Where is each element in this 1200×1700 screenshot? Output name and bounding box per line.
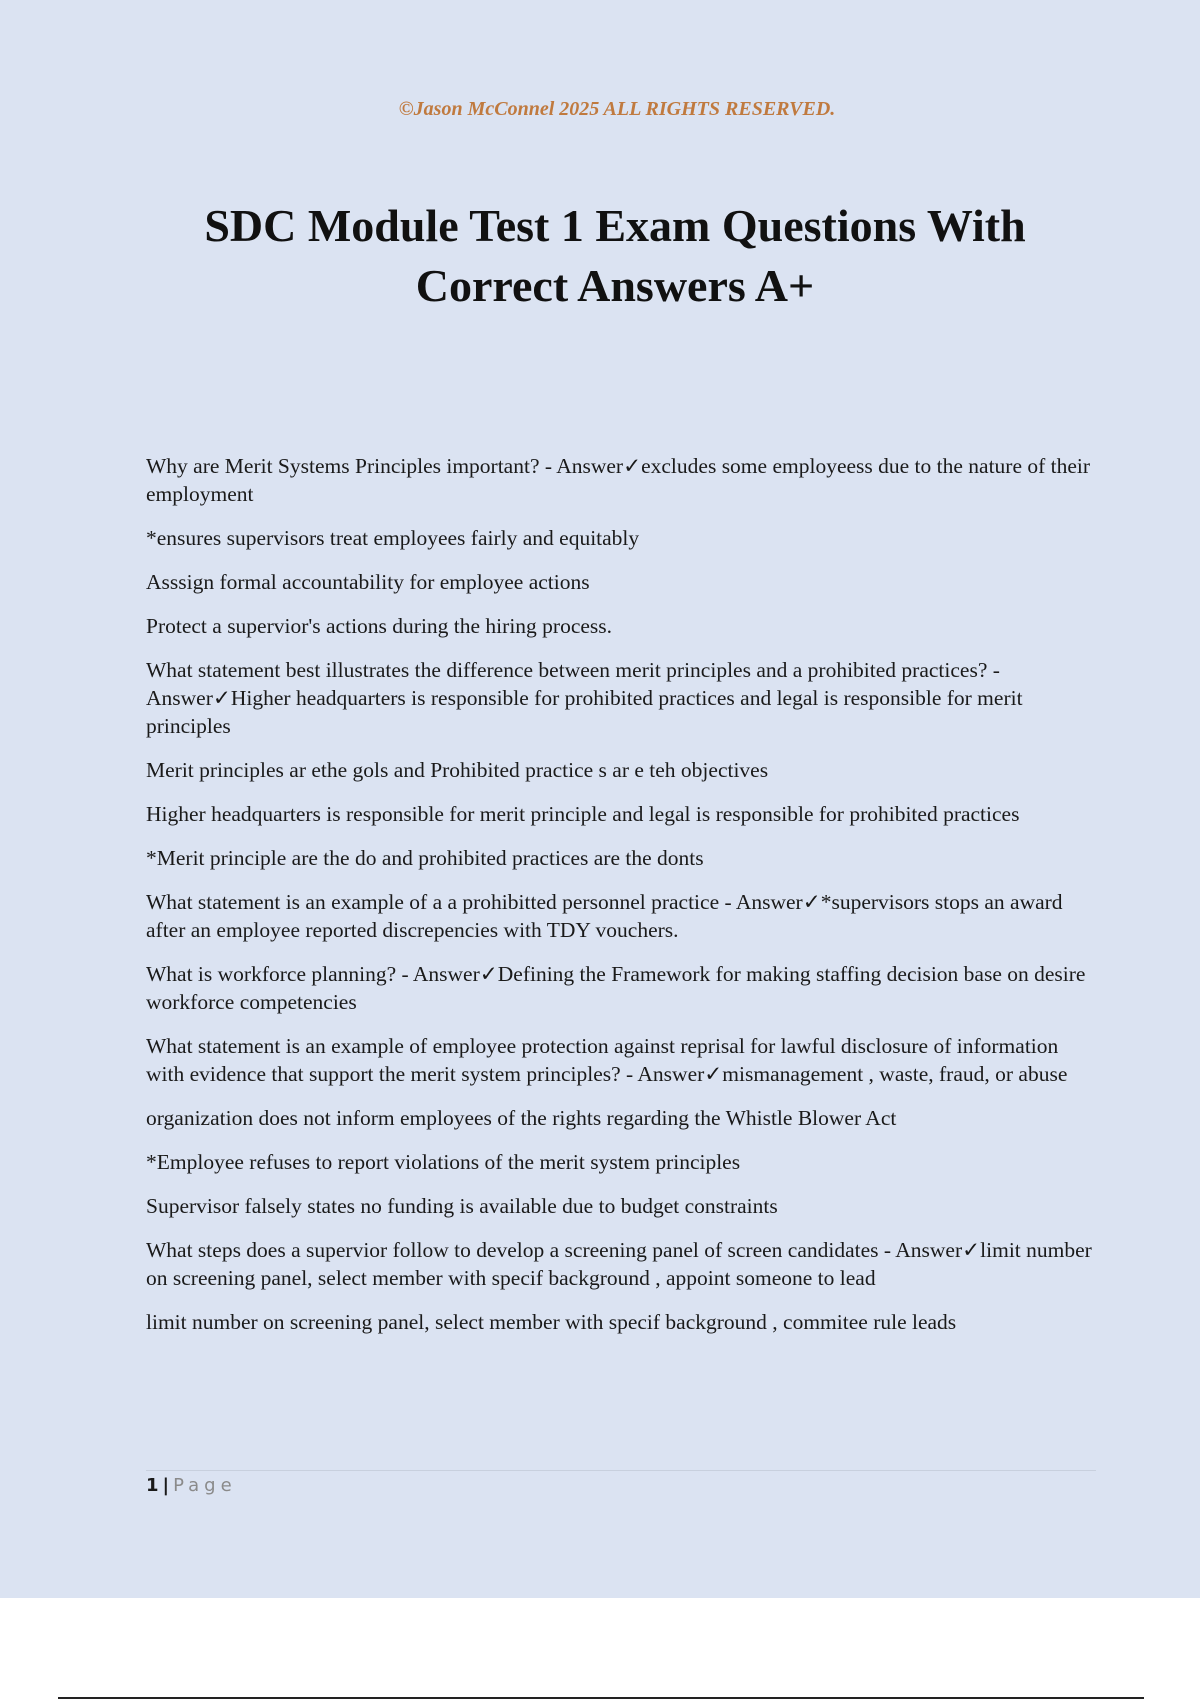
paragraph: *ensures supervisors treat employees fairly and equitably <box>146 526 640 550</box>
paragraph: limit number on screening panel, select member with specif background , commitee rule leads <box>146 1310 957 1334</box>
paragraph: Protect a supervior's actions during the hiring process. <box>146 614 613 638</box>
paragraph: What statement is an example of employee protection against reprisal for lawful disclosure of information with evidence that support the merit system principles? - Answer✓mismanagement , waste, fraud, or abuse <box>146 1034 1068 1086</box>
paragraph: organization does not inform employees of the rights regarding the Whistle Blower Act <box>146 1106 897 1130</box>
title-line-1: SDC Module Test 1 Exam Questions With <box>204 200 1026 251</box>
paragraph: *Merit principle are the do and prohibited practices are the donts <box>146 846 704 870</box>
page-number: 1 <box>146 1475 159 1496</box>
document-body <box>146 452 1096 1352</box>
paragraph: Higher headquarters is responsible for merit principle and legal is responsible for prohibited practices <box>146 802 1020 826</box>
paragraph: What steps does a supervior follow to develop a screening panel of screen candidates - Answer✓limit number on screening panel, select member with specif background , appoint someone to lead <box>146 1238 1092 1290</box>
title-line-2: Correct Answers A+ <box>415 260 815 311</box>
paragraph: What statement is an example of a a prohibitted personnel practice - Answer✓*supervisors stops an award after an employee reported discrepencies with TDY vouchers. <box>146 890 1063 942</box>
paragraph: What statement best illustrates the difference between merit principles and a prohibited practices? - Answer✓Higher headquarters is responsible for prohibited practices and legal is responsible for merit principles <box>146 658 1023 738</box>
paragraph: What is workforce planning? - Answer✓Defining the Framework for making staffing decision base on desire workforce competencies <box>146 962 1086 1014</box>
page-separator: | <box>162 1475 170 1496</box>
paragraph: Supervisor falsely states no funding is available due to budget constraints <box>146 1194 778 1218</box>
paragraph: Merit principles ar ethe gols and Prohibited practice s ar e teh objectives <box>146 758 769 782</box>
footer-divider <box>146 1470 1096 1471</box>
page-label: Page <box>173 1475 237 1496</box>
paragraph: Asssign formal accountability for employee actions <box>146 570 590 594</box>
next-page-rule <box>58 1697 1144 1699</box>
page-footer <box>146 1474 237 1498</box>
paragraph: Why are Merit Systems Principles important? - Answer✓excludes some employeess due to the nature of their employment <box>146 454 1091 506</box>
document-title <box>120 196 1110 316</box>
copyright-notice: ©Jason McConnel 2025 ALL RIGHTS RESERVED. <box>398 98 836 120</box>
paragraph: *Employee refuses to report violations of the merit system principles <box>146 1150 741 1174</box>
